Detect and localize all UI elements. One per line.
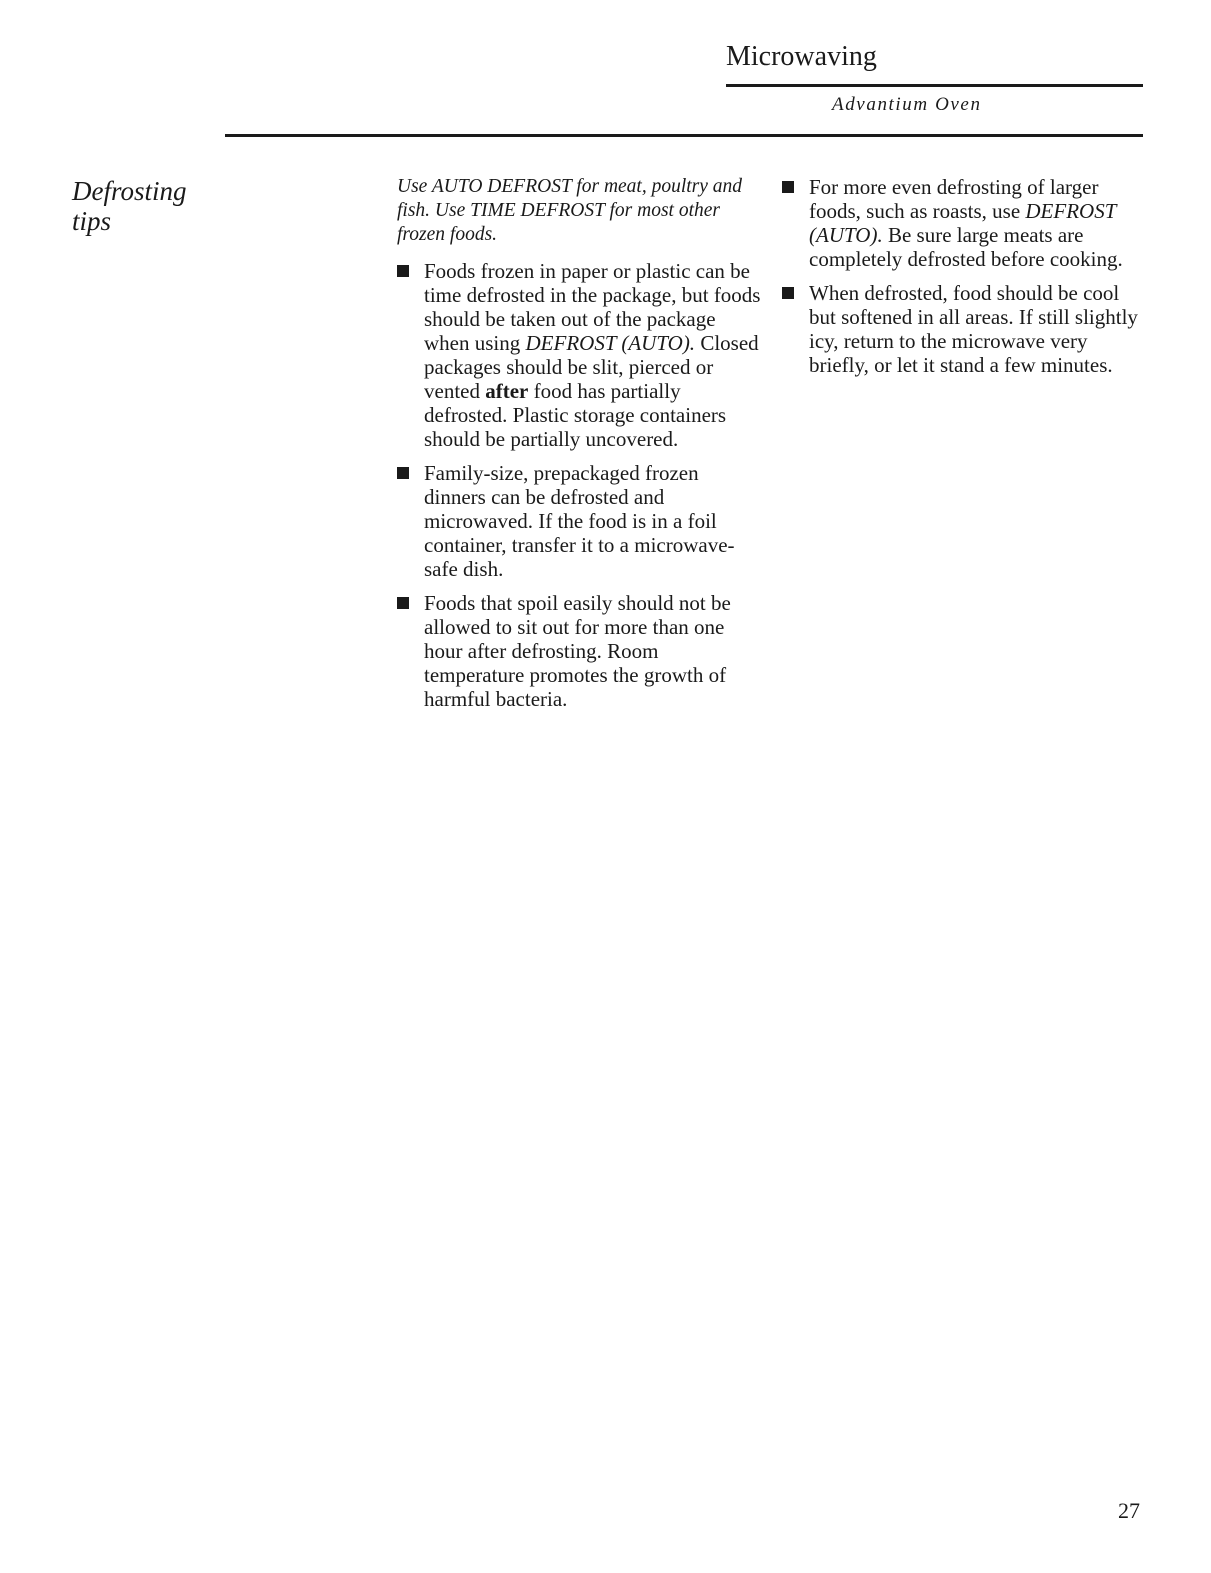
square-bullet-icon [782,181,794,193]
square-bullet-icon [782,287,794,299]
tip-text: food has partially defrosted. Plastic storage containers should be partially uncovered. [424,379,727,451]
square-bullet-icon [397,467,409,479]
tip-emphasis: DEFROST (AUTO). [809,199,1117,247]
page-number: 27 [1118,1498,1140,1523]
left-tips-list [397,259,763,711]
section-heading-line-1: Defrosting [72,176,187,206]
tip-item [397,461,763,581]
page-header-title: Microwaving [726,41,877,72]
tip-text: Foods that spoil easily should not be allowed to sit out for more than one hour after defrosting. Room temperature promotes the growth of harmful bacteria. [424,591,731,711]
square-bullet-icon [397,265,409,277]
header-rule-long [225,134,1143,137]
right-tips-list [782,175,1140,377]
tip-item [397,259,763,451]
square-bullet-icon [397,597,409,609]
tip-text: Foods frozen in paper or plastic can be time defrosted in the package, but foods should be taken out of the package when using [424,259,761,355]
left-column [397,175,763,721]
tip-item [782,175,1140,271]
tip-text: For more even defrosting of larger foods, such as roasts, use [809,175,1099,223]
tip-item [782,281,1140,377]
page-header-subtitle: Advantium Oven [832,94,982,115]
tip-text: When defrosted, food should be cool but softened in all areas. If still slightly icy, return to the microwave very briefly, or let it stand a few minutes. [809,281,1138,377]
right-column [782,175,1140,387]
section-heading [72,176,222,236]
section-heading-line-2: tips [72,206,112,236]
tip-text: Family-size, prepackaged frozen dinners can be defrosted and microwaved. If the food is in a foil container, transfer it to a microwave-safe dish. [424,461,735,581]
header-rule-short [726,84,1143,87]
tip-item [397,591,763,711]
tip-text: Closed packages should be slit, pierced or vented [424,331,759,403]
intro-paragraph: Use AUTO DEFROST for meat, poultry and fish. Use TIME DEFROST for most other frozen foods. [397,176,743,245]
tip-emphasis: DEFROST (AUTO). [525,331,696,355]
tip-bold: after [485,379,529,403]
tip-text: Be sure large meats are completely defrosted before cooking. [809,223,1123,271]
